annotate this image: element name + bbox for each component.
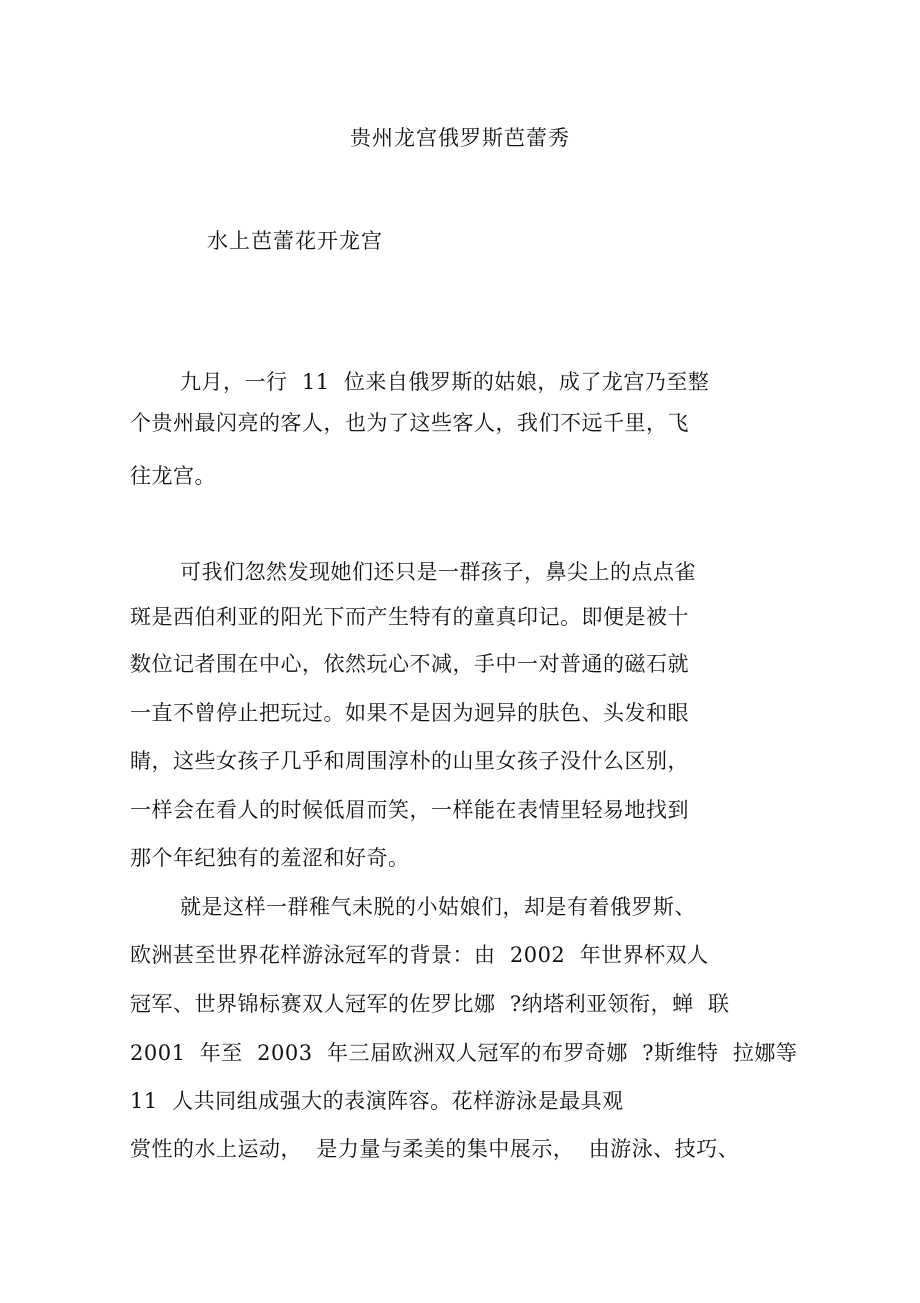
- paragraph-2-line-7: 那个年纪独有的羞涩和好奇。: [130, 846, 410, 870]
- paragraph-2-line-3: 数位记者围在中心，依然玩心不减，手中一对普通的磁石就: [130, 652, 689, 676]
- paragraph-1-line-2: 个贵州最闪亮的客人，也为了这些客人，我们不远千里，飞: [130, 411, 689, 435]
- paragraph-3-line-2: 欧洲甚至世界花样游泳冠军的背景：由 2002 年世界杯双人: [130, 943, 709, 967]
- paragraph-2-line-6: 一样会在看人的时候低眉而笑，一样能在表情里轻易地找到: [130, 798, 689, 822]
- paragraph-3-line-3: 冠军、世界锦标赛双人冠军的佐罗比娜 ?纳塔利亚领衔，蝉 联: [130, 992, 730, 1016]
- paragraph-2-line-1: 可我们忽然发现她们还只是一群孩子，鼻尖上的点点雀: [180, 560, 696, 584]
- paragraph-2-line-2: 斑是西伯利亚的阳光下而产生特有的童真印记。即便是被十: [130, 605, 689, 629]
- paragraph-3-line-1: 就是这样一群稚气未脱的小姑娘们，却是有着俄罗斯、: [180, 895, 696, 919]
- paragraph-3-line-6: 赏性的水上运动， 是力量与柔美的集中展示， 由游泳、技巧、: [130, 1137, 740, 1161]
- document-title: 贵州龙宫俄罗斯芭蕾秀: [350, 126, 570, 150]
- paragraph-1-line-3: 往龙宫。: [130, 464, 216, 488]
- paragraph-2-line-4: 一直不曾停止把玩过。如果不是因为迥异的肤色、头发和眼: [130, 701, 689, 725]
- document-subtitle: 水上芭蕾花开龙宫: [207, 229, 383, 253]
- paragraph-1-line-1: 九月，一行 11 位来自俄罗斯的姑娘，成了龙宫乃至整: [180, 370, 710, 394]
- paragraph-3-line-4: 2001 年至 2003 年三届欧洲双人冠军的布罗奇娜 ?斯维特 拉娜等: [130, 1041, 798, 1065]
- paragraph-3-line-5: 11 人共同组成强大的表演阵容。花样游泳是最具观: [130, 1089, 624, 1113]
- paragraph-2-line-5: 睛，这些女孩子几乎和周围淳朴的山里女孩子没什么区别，: [130, 749, 689, 773]
